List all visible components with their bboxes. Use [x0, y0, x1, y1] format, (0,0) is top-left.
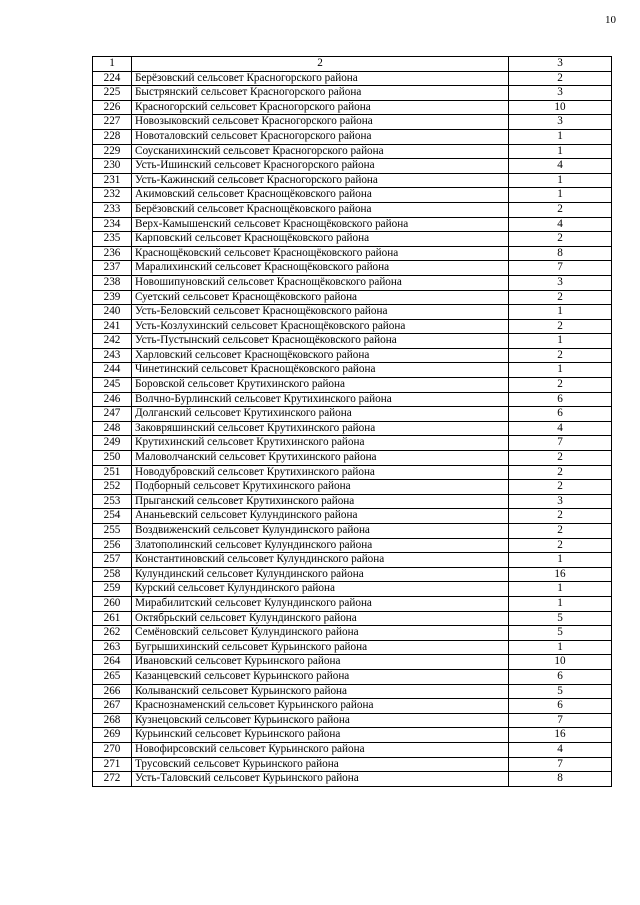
table-row — [93, 129, 612, 144]
row-number-cell: 243 — [93, 348, 132, 363]
table-row — [93, 378, 612, 393]
row-name-cell: Чинетинский сельсовет Краснощёковского района — [132, 363, 509, 378]
table-row — [93, 392, 612, 407]
row-number-cell: 259 — [93, 582, 132, 597]
row-name-cell: Карповский сельсовет Краснощёковского района — [132, 232, 509, 247]
row-name-cell: Новоталовский сельсовет Красногорского района — [132, 129, 509, 144]
row-name-cell: Акимовский сельсовет Краснощёковского района — [132, 188, 509, 203]
table-row — [93, 567, 612, 582]
table-row — [93, 684, 612, 699]
table-row — [93, 538, 612, 553]
row-value-cell: 4 — [509, 742, 612, 757]
row-value-cell: 1 — [509, 305, 612, 320]
row-value-cell: 2 — [509, 290, 612, 305]
row-name-cell: Суетский сельсовет Краснощёковского района — [132, 290, 509, 305]
row-value-cell: 7 — [509, 436, 612, 451]
row-number-cell: 267 — [93, 699, 132, 714]
page-number: 10 — [605, 14, 616, 26]
row-name-cell: Маловолчанский сельсовет Крутихинского района — [132, 451, 509, 466]
row-number-cell: 238 — [93, 275, 132, 290]
row-name-cell: Ивановский сельсовет Курьинского района — [132, 655, 509, 670]
row-value-cell: 5 — [509, 626, 612, 641]
table-body — [93, 57, 612, 787]
row-value-cell: 3 — [509, 494, 612, 509]
row-number-cell: 241 — [93, 319, 132, 334]
table-row — [93, 728, 612, 743]
row-value-cell: 2 — [509, 524, 612, 539]
row-number-cell: 251 — [93, 465, 132, 480]
row-number-cell: 250 — [93, 451, 132, 466]
row-name-cell: Новофирсовский сельсовет Курьинского района — [132, 742, 509, 757]
row-value-cell: 3 — [509, 115, 612, 130]
row-name-cell: Новозыковский сельсовет Красногорского района — [132, 115, 509, 130]
row-name-cell: Курский сельсовет Кулундинского района — [132, 582, 509, 597]
table-row — [93, 465, 612, 480]
row-value-cell: 2 — [509, 319, 612, 334]
row-name-cell: Усть-Кажинский сельсовет Красногорского района — [132, 173, 509, 188]
row-value-cell: 1 — [509, 553, 612, 568]
row-name-cell: Боровской сельсовет Крутихинского района — [132, 378, 509, 393]
row-value-cell: 1 — [509, 188, 612, 203]
row-name-cell: Маралихинский сельсовет Краснощёковского района — [132, 261, 509, 276]
row-number-cell: 254 — [93, 509, 132, 524]
row-number-cell: 253 — [93, 494, 132, 509]
row-number-cell: 252 — [93, 480, 132, 495]
row-number-cell: 235 — [93, 232, 132, 247]
row-name-cell: Новошипуновский сельсовет Краснощёковского района — [132, 275, 509, 290]
table-row — [93, 217, 612, 232]
row-value-cell: 7 — [509, 757, 612, 772]
row-value-cell: 7 — [509, 713, 612, 728]
row-number-cell: 265 — [93, 669, 132, 684]
row-number-cell: 234 — [93, 217, 132, 232]
row-name-cell: Константиновский сельсовет Кулундинского района — [132, 553, 509, 568]
row-name-cell: Воздвиженский сельсовет Кулундинского района — [132, 524, 509, 539]
table-row — [93, 742, 612, 757]
row-name-cell: Мирабилитский сельсовет Кулундинского района — [132, 596, 509, 611]
row-value-cell: 1 — [509, 363, 612, 378]
table-row — [93, 611, 612, 626]
row-value-cell: 2 — [509, 509, 612, 524]
table-row — [93, 451, 612, 466]
row-number-cell: 256 — [93, 538, 132, 553]
table-row — [93, 363, 612, 378]
table-row — [93, 173, 612, 188]
row-number-cell: 227 — [93, 115, 132, 130]
table-row — [93, 713, 612, 728]
table-row — [93, 655, 612, 670]
row-name-cell: Краснознаменский сельсовет Курьинского района — [132, 699, 509, 714]
row-number-cell: 232 — [93, 188, 132, 203]
row-number-cell: 263 — [93, 640, 132, 655]
row-number-cell: 242 — [93, 334, 132, 349]
table-row — [93, 757, 612, 772]
table-row — [93, 100, 612, 115]
row-value-cell: 2 — [509, 538, 612, 553]
row-value-cell: 2 — [509, 480, 612, 495]
row-number-cell: 262 — [93, 626, 132, 641]
row-value-cell: 2 — [509, 465, 612, 480]
row-value-cell: 4 — [509, 421, 612, 436]
row-name-cell: Новодубровский сельсовет Крутихинского района — [132, 465, 509, 480]
row-value-cell: 1 — [509, 144, 612, 159]
table-row — [93, 232, 612, 247]
row-number-cell: 246 — [93, 392, 132, 407]
table-row — [93, 275, 612, 290]
row-number-cell: 247 — [93, 407, 132, 422]
row-value-cell: 6 — [509, 407, 612, 422]
row-number-cell: 257 — [93, 553, 132, 568]
row-value-cell: 5 — [509, 611, 612, 626]
table-row — [93, 348, 612, 363]
row-value-cell: 3 — [509, 275, 612, 290]
row-number-cell: 240 — [93, 305, 132, 320]
table-row — [93, 71, 612, 86]
row-value-cell: 3 — [509, 86, 612, 101]
table-row — [93, 86, 612, 101]
row-name-cell: Усть-Пустынский сельсовет Краснощёковского района — [132, 334, 509, 349]
row-number-cell: 224 — [93, 71, 132, 86]
table-row — [93, 407, 612, 422]
table-row — [93, 159, 612, 174]
table-row — [93, 582, 612, 597]
row-value-cell: 1 — [509, 129, 612, 144]
row-name-cell: Усть-Ишинский сельсовет Красногорского района — [132, 159, 509, 174]
row-number-cell: 249 — [93, 436, 132, 451]
table-row — [93, 596, 612, 611]
row-value-cell: 4 — [509, 217, 612, 232]
table-row — [93, 553, 612, 568]
row-name-cell: Усть-Таловский сельсовет Курьинского района — [132, 772, 509, 787]
row-number-cell: 266 — [93, 684, 132, 699]
row-value-cell: 6 — [509, 392, 612, 407]
row-number-cell: 226 — [93, 100, 132, 115]
row-value-cell: 2 — [509, 71, 612, 86]
table-row — [93, 421, 612, 436]
row-value-cell: 6 — [509, 699, 612, 714]
row-number-cell: 248 — [93, 421, 132, 436]
row-name-cell: Кулундинский сельсовет Кулундинского района — [132, 567, 509, 582]
row-number-cell: 239 — [93, 290, 132, 305]
row-value-cell: 1 — [509, 596, 612, 611]
header-cell-value: 3 — [509, 57, 612, 72]
table-row — [93, 246, 612, 261]
row-name-cell: Курьинский сельсовет Курьинского района — [132, 728, 509, 743]
row-value-cell: 2 — [509, 348, 612, 363]
table-row — [93, 669, 612, 684]
row-name-cell: Колыванский сельсовет Курьинского района — [132, 684, 509, 699]
row-number-cell: 269 — [93, 728, 132, 743]
row-name-cell: Соусканихинский сельсовет Красногорского района — [132, 144, 509, 159]
row-number-cell: 236 — [93, 246, 132, 261]
table-row — [93, 436, 612, 451]
row-value-cell: 1 — [509, 582, 612, 597]
row-value-cell: 10 — [509, 655, 612, 670]
row-value-cell: 16 — [509, 567, 612, 582]
row-value-cell: 4 — [509, 159, 612, 174]
table-row — [93, 144, 612, 159]
row-name-cell: Трусовский сельсовет Курьинского района — [132, 757, 509, 772]
row-number-cell: 255 — [93, 524, 132, 539]
table-row — [93, 626, 612, 641]
row-name-cell: Волчно-Бурлинский сельсовет Крутихинского района — [132, 392, 509, 407]
row-value-cell: 10 — [509, 100, 612, 115]
row-value-cell: 2 — [509, 451, 612, 466]
row-name-cell: Краснощёковский сельсовет Краснощёковского района — [132, 246, 509, 261]
table-row — [93, 115, 612, 130]
data-table — [92, 56, 612, 787]
row-name-cell: Харловский сельсовет Краснощёковского района — [132, 348, 509, 363]
row-value-cell: 1 — [509, 173, 612, 188]
row-name-cell: Красногорский сельсовет Красногорского района — [132, 100, 509, 115]
row-name-cell: Заковряшинский сельсовет Крутихинского района — [132, 421, 509, 436]
row-number-cell: 244 — [93, 363, 132, 378]
row-name-cell: Усть-Козлухинский сельсовет Краснощёковского района — [132, 319, 509, 334]
row-value-cell: 1 — [509, 640, 612, 655]
row-number-cell: 270 — [93, 742, 132, 757]
row-number-cell: 261 — [93, 611, 132, 626]
row-value-cell: 2 — [509, 232, 612, 247]
row-name-cell: Казанцевский сельсовет Курьинского района — [132, 669, 509, 684]
table-row — [93, 261, 612, 276]
row-value-cell: 16 — [509, 728, 612, 743]
table-row — [93, 202, 612, 217]
row-number-cell: 272 — [93, 772, 132, 787]
row-number-cell: 260 — [93, 596, 132, 611]
row-number-cell: 237 — [93, 261, 132, 276]
header-cell-number: 1 — [93, 57, 132, 72]
row-name-cell: Крутихинский сельсовет Крутихинского района — [132, 436, 509, 451]
row-name-cell: Прыганский сельсовет Крутихинского района — [132, 494, 509, 509]
row-name-cell: Берёзовский сельсовет Краснощёковского района — [132, 202, 509, 217]
row-value-cell: 5 — [509, 684, 612, 699]
row-number-cell: 258 — [93, 567, 132, 582]
row-value-cell: 2 — [509, 378, 612, 393]
row-name-cell: Кузнецовский сельсовет Курьинского района — [132, 713, 509, 728]
row-name-cell: Бугрышихинский сельсовет Курьинского района — [132, 640, 509, 655]
table-row — [93, 509, 612, 524]
row-value-cell: 6 — [509, 669, 612, 684]
row-number-cell: 271 — [93, 757, 132, 772]
row-number-cell: 245 — [93, 378, 132, 393]
row-number-cell: 225 — [93, 86, 132, 101]
row-name-cell: Усть-Беловский сельсовет Краснощёковского района — [132, 305, 509, 320]
table-row — [93, 305, 612, 320]
row-value-cell: 2 — [509, 202, 612, 217]
table-row — [93, 188, 612, 203]
row-number-cell: 228 — [93, 129, 132, 144]
row-name-cell: Ананьевский сельсовет Кулундинского района — [132, 509, 509, 524]
row-name-cell: Златополинский сельсовет Кулундинского района — [132, 538, 509, 553]
row-value-cell: 8 — [509, 772, 612, 787]
table-row — [93, 524, 612, 539]
table-row — [93, 699, 612, 714]
table-row — [93, 334, 612, 349]
row-value-cell: 1 — [509, 334, 612, 349]
table-row — [93, 290, 612, 305]
row-number-cell: 231 — [93, 173, 132, 188]
row-number-cell: 264 — [93, 655, 132, 670]
row-value-cell: 8 — [509, 246, 612, 261]
row-name-cell: Октябрьский сельсовет Кулундинского района — [132, 611, 509, 626]
table-row — [93, 494, 612, 509]
row-name-cell: Берёзовский сельсовет Красногорского района — [132, 71, 509, 86]
header-cell-name: 2 — [132, 57, 509, 72]
table-row — [93, 319, 612, 334]
table-row — [93, 772, 612, 787]
table-header-row — [93, 57, 612, 72]
row-number-cell: 268 — [93, 713, 132, 728]
table-row — [93, 480, 612, 495]
row-name-cell: Подборный сельсовет Крутихинского района — [132, 480, 509, 495]
row-value-cell: 7 — [509, 261, 612, 276]
table-row — [93, 640, 612, 655]
row-name-cell: Быстрянский сельсовет Красногорского района — [132, 86, 509, 101]
row-name-cell: Семёновский сельсовет Кулундинского района — [132, 626, 509, 641]
row-name-cell: Верх-Камышенский сельсовет Краснощёковского района — [132, 217, 509, 232]
row-number-cell: 233 — [93, 202, 132, 217]
row-number-cell: 229 — [93, 144, 132, 159]
row-number-cell: 230 — [93, 159, 132, 174]
row-name-cell: Долганский сельсовет Крутихинского района — [132, 407, 509, 422]
